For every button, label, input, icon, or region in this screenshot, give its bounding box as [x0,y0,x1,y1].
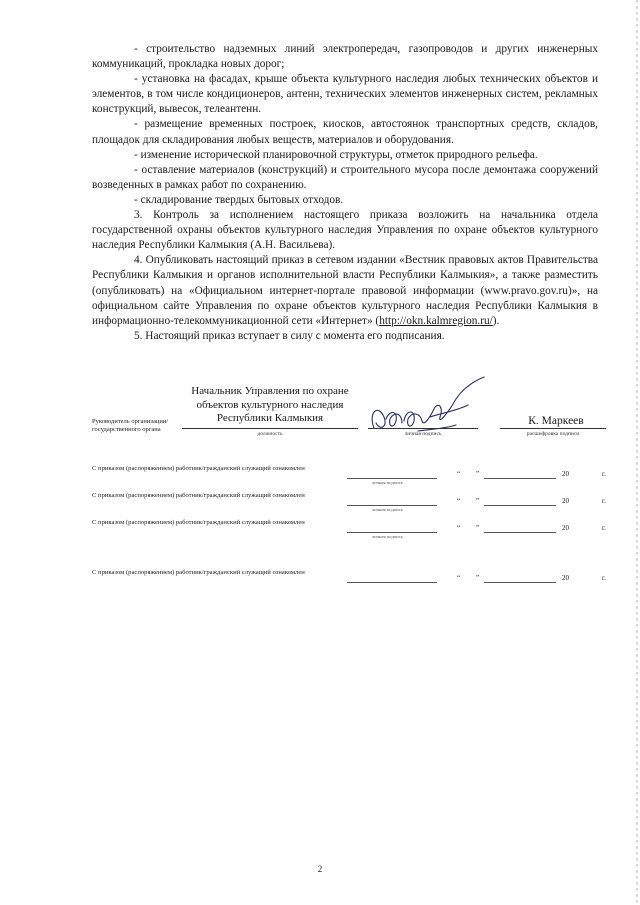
acknowledgement-label: С приказом (распоряжением) работник/гражданский служащий ознакомлен [92,569,305,576]
acknowledgement-date-line [484,478,556,479]
acknowledgement-row-1 [92,464,612,492]
year-prefix: 20 [562,497,569,505]
open-quote: “ [457,497,461,505]
year-suffix: г. [602,574,606,582]
acknowledgement-caption: личная подпись [372,534,403,539]
signatory-name: К. Маркеев [528,415,584,427]
scan-edge-artifact [636,0,638,905]
acknowledgement-label: С приказом (распоряжением) работник/гражданский служащий ознакомлен [92,492,305,499]
signatory-role-label: Руководитель организации/государственного органа [92,418,169,433]
order-body-text [92,42,598,344]
close-quote: ” [476,574,480,582]
acknowledgement-caption: личная подпись [372,507,403,512]
close-quote: ” [476,470,480,478]
acknowledgement-caption: личная подпись [372,480,403,485]
website-link[interactable]: http://okn.kalmregion.ru/ [379,314,493,327]
acknowledgement-label: С приказом (распоряжением) работник/гражданский служащий ознакомлен [92,465,305,472]
acknowledgement-date-line [484,532,556,533]
paragraph-bullet-4: - изменение исторической планировочной структуры, отметок природного рельефа. [134,148,538,161]
signatory-position [182,385,358,426]
year-prefix: 20 [562,574,569,582]
year-prefix: 20 [562,470,569,478]
open-quote: “ [457,574,461,582]
year-suffix: г. [602,497,606,505]
paragraph-item-4-tail: ). [492,314,500,327]
year-prefix: 20 [562,524,569,532]
paragraph-bullet-3: - размещение временных построек, киосков, автостоянок транспортных средств, складов, площадок для складирования любых веществ, материалов и оборудования. [92,118,598,146]
open-quote: “ [457,470,461,478]
paragraph-item-4 [92,253,598,328]
paragraph-bullet-2: - установка на фасадах, крыше объекта культурного наследия любых технических объектов и элементов, в том числе кондиционеров, антенн, технических элементов инженерных систем, рекламных конструкций, вывесок, телеантенн. [92,73,598,116]
close-quote: ” [476,524,480,532]
position-line-3: Республики Калмыкия [216,412,324,424]
paragraph-bullet-5: - оставление материалов (конструкций) и строительного мусора после демонтажа сооружений возведенных в рамках работ по сохранению. [92,163,598,191]
acknowledgement-signature-line [347,505,437,506]
paragraph-item-4-text: 4. Опубликовать настоящий приказ в сетевом издании «Вестник правовых актов Правительства Республики Калмыкия и органов исполнительной власти Республики Калмыкия», а также разместить (опубликовать) на «Официальном интернет-портале правовой информации (www.pravo.gov.ru)», на официальном сайте Управления по охране объектов культурного наследия Республики Калмыкия в информационно-телекоммуникационной сети «Интернет» ( [92,254,598,327]
signature-underline [368,428,478,429]
position-underline [182,428,358,429]
year-suffix: г. [602,524,606,532]
page-number: 2 [317,864,323,874]
acknowledgement-row-2 [92,491,612,519]
position-line-2: объектов культурного наследия [196,398,344,411]
paragraph-bullet-1: - строительство надземных линий электропередач, газопроводов и других инженерных коммуникаций, прокладка новых дорог; [92,43,598,71]
position-caption: должность [257,431,283,437]
acknowledgement-row-4 [92,568,612,596]
name-caption: расшифровка подписи [526,431,580,437]
acknowledgement-signature-line [347,532,437,533]
acknowledgement-signature-line [347,582,437,583]
signature-block [0,385,640,445]
acknowledgement-date-line [484,582,556,583]
paragraph-bullet-6: - складирование твердых бытовых отходов. [134,193,344,206]
paragraph-item-3: 3. Контроль за исполнением настоящего приказа возложить на начальника отдела государственной охраны объектов культурного наследия Управления по охране объектов культурного наследия Республики Калмыкия (А.Н. Васильева). [92,209,598,252]
open-quote: “ [457,524,461,532]
acknowledgement-date-line [484,505,556,506]
acknowledgement-signature-line [347,478,437,479]
position-line-1: Начальник Управления по охране [191,385,349,397]
signature-caption: личная подпись [404,431,442,437]
close-quote: ” [476,497,480,505]
acknowledgement-row-3 [92,518,612,546]
year-suffix: г. [602,470,606,478]
paragraph-item-5: 5. Настоящий приказ вступает в силу с момента его подписания. [134,329,445,342]
name-underline [500,428,606,429]
acknowledgement-label: С приказом (распоряжением) работник/гражданский служащий ознакомлен [92,519,305,526]
